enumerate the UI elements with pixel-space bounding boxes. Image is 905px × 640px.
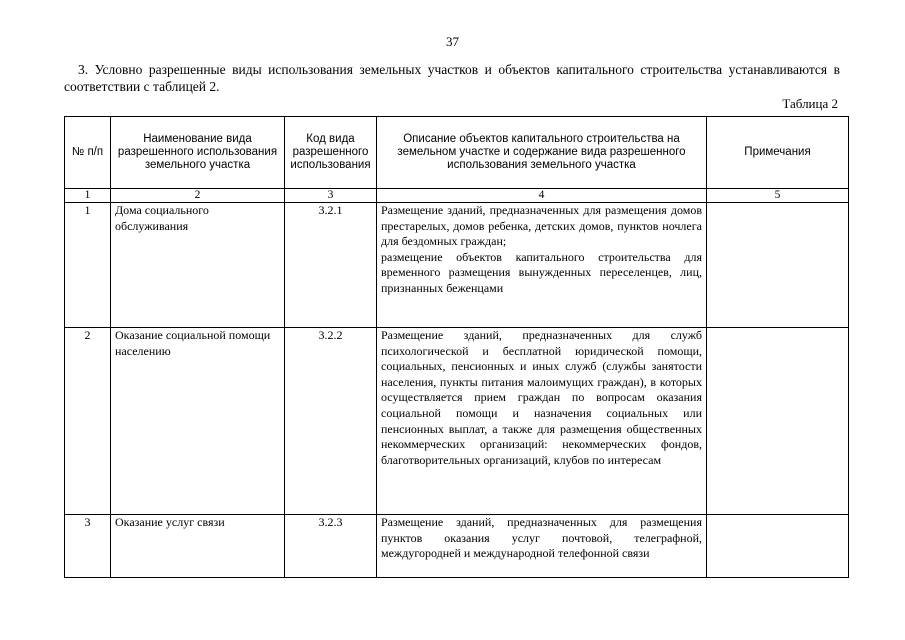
use-type-name: Оказание социальной помощи населению xyxy=(111,328,285,515)
column-number: 5 xyxy=(707,189,849,203)
column-number: 2 xyxy=(111,189,285,203)
table-row xyxy=(65,515,849,578)
description-paragraph: размещение объектов капитального строительства для временного размещения вынужденных переселенцев, лиц, признанных беженцами xyxy=(381,249,702,295)
row-number: 3 xyxy=(65,515,111,578)
land-use-table xyxy=(64,116,849,578)
use-type-description xyxy=(377,203,707,328)
table-caption: Таблица 2 xyxy=(782,96,838,111)
header-code: Код вида разрешенного использования xyxy=(285,117,377,189)
column-number: 4 xyxy=(377,189,707,203)
column-number: 3 xyxy=(285,189,377,203)
header-notes: Примечания xyxy=(707,117,849,189)
use-type-notes xyxy=(707,515,849,578)
use-type-name: Дома социального обслуживания xyxy=(111,203,285,328)
row-number: 2 xyxy=(65,328,111,515)
column-number: 1 xyxy=(65,189,111,203)
header-name: Наименование вида разрешенного использования земельного участка xyxy=(111,117,285,189)
table-header-row xyxy=(65,117,849,189)
use-type-code: 3.2.1 xyxy=(285,203,377,328)
table-row xyxy=(65,328,849,515)
use-type-code: 3.2.2 xyxy=(285,328,377,515)
intro-paragraph: 3. Условно разрешенные виды использования земельных участков и объектов капитального строительства устанавливаются в соответствии с таблицей 2. xyxy=(64,62,840,94)
use-type-description xyxy=(377,515,707,578)
column-number-row xyxy=(65,189,849,203)
page-number: 37 xyxy=(446,34,459,49)
use-type-notes xyxy=(707,328,849,515)
use-type-code: 3.2.3 xyxy=(285,515,377,578)
description-paragraph: Размещение зданий, предназначенных для размещения пунктов оказания услуг почтовой, телеграфной, междугородней и международной телефонной связи xyxy=(381,515,702,561)
description-paragraph: Размещение зданий, предназначенных для служб психологической и бесплатной юридической помощи, социальных, пенсионных и иных служб (службы занятости населения, пункты питания малоимущих граждан), в которых осуществляется прием граждан по вопросам оказания социальной помощи и назначения социальных или пенсионных выплат, а также для размещения общественных некоммерческих организаций: некоммерческих фондов, благотворительных организаций, клубов по интересам xyxy=(381,328,702,467)
use-type-description xyxy=(377,328,707,515)
row-number: 1 xyxy=(65,203,111,328)
description-paragraph: Размещение зданий, предназначенных для размещения домов престарелых, домов ребенка, детских домов, пунктов ночлега для бездомных граждан; xyxy=(381,203,702,249)
header-description: Описание объектов капитального строительства на земельном участке и содержание вида разрешенного использования земельного участка xyxy=(377,117,707,189)
use-type-name: Оказание услуг связи xyxy=(111,515,285,578)
table-row xyxy=(65,203,849,328)
use-type-notes xyxy=(707,203,849,328)
header-num: № п/п xyxy=(65,117,111,189)
